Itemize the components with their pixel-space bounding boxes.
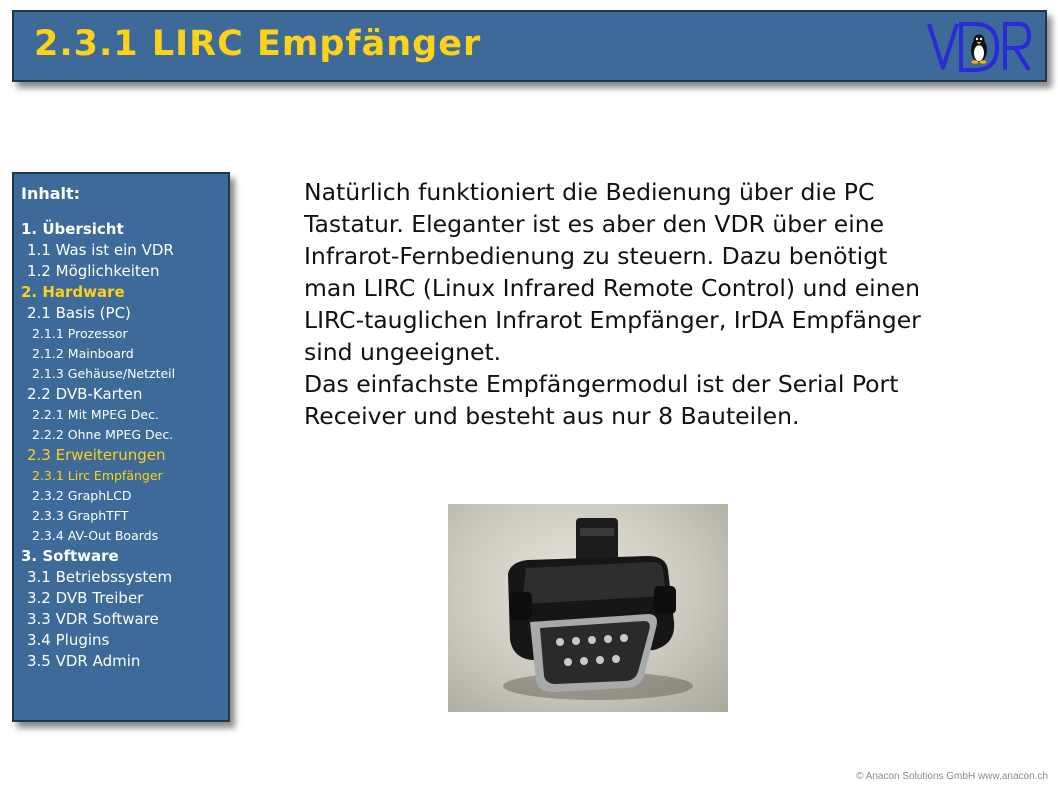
toc-item[interactable]: 2.1 Basis (PC) — [27, 304, 131, 322]
toc-item[interactable]: 2.2 DVB-Karten — [27, 385, 143, 403]
toc-item[interactable]: 3.1 Betriebssystem — [27, 568, 173, 586]
toc-item[interactable]: 3.2 DVB Treiber — [27, 589, 144, 607]
footer-copyright: © Anacon Solutions GmbH www.anacon.ch — [856, 771, 1048, 782]
serial-port-ir-receiver-icon — [448, 504, 728, 712]
toc-item[interactable]: 3.4 Plugins — [27, 631, 110, 649]
toc-item[interactable]: 2.2.2 Ohne MPEG Dec. — [32, 427, 174, 442]
toc-item[interactable]: 2.3.1 Lirc Empfänger — [32, 468, 163, 483]
toc-list — [21, 219, 228, 672]
toc-item[interactable]: 2.1.3 Gehäuse/Netzteil — [32, 366, 176, 381]
toc-item[interactable]: 2.3.2 GraphLCD — [32, 488, 132, 503]
content-paragraph: Natürlich funktioniert die Bedienung über die PC Tastatur. Eleganter ist es aber den VDR über eine Infrarot-Fernbedienung zu steuern. Dazu benötigt man LIRC (Linux Infrared Remote Control) und einen LIRC-tauglichen Infrarot Empfänger, IrDA Empfänger sind ungeeignet. — [304, 178, 921, 366]
toc-item[interactable]: 2.3.3 GraphTFT — [32, 508, 129, 523]
toc-item[interactable]: 3.3 VDR Software — [27, 610, 159, 628]
toc-item[interactable]: 2.3 Erweiterungen — [27, 446, 166, 464]
page-title: 2.3.1 LIRC Empfänger — [34, 24, 482, 64]
toc-item[interactable]: 1. Übersicht — [21, 220, 124, 238]
vdr-logo-icon — [925, 18, 1033, 76]
ir-receiver-photo — [448, 504, 728, 712]
toc-item[interactable]: 1.2 Möglichkeiten — [27, 262, 160, 280]
main-content — [304, 176, 944, 432]
toc-item[interactable]: 3. Software — [21, 547, 119, 565]
toc-item[interactable]: 2.1.1 Prozessor — [32, 326, 128, 341]
toc-item[interactable]: 2.3.4 AV-Out Boards — [32, 528, 159, 543]
toc-item[interactable]: 1.1 Was ist ein VDR — [27, 241, 174, 259]
toc-heading: Inhalt: — [21, 184, 81, 203]
title-bar — [12, 10, 1047, 82]
toc-item[interactable]: 2.2.1 Mit MPEG Dec. — [32, 407, 159, 422]
toc-item[interactable]: 3.5 VDR Admin — [27, 652, 141, 670]
toc-item[interactable]: 2.1.2 Mainboard — [32, 346, 134, 361]
content-paragraph: Das einfachste Empfängermodul ist der Serial Port Receiver und besteht aus nur 8 Bauteilen. — [304, 370, 899, 430]
toc-item[interactable]: 2. Hardware — [21, 283, 125, 301]
toc-sidebar — [12, 172, 230, 722]
